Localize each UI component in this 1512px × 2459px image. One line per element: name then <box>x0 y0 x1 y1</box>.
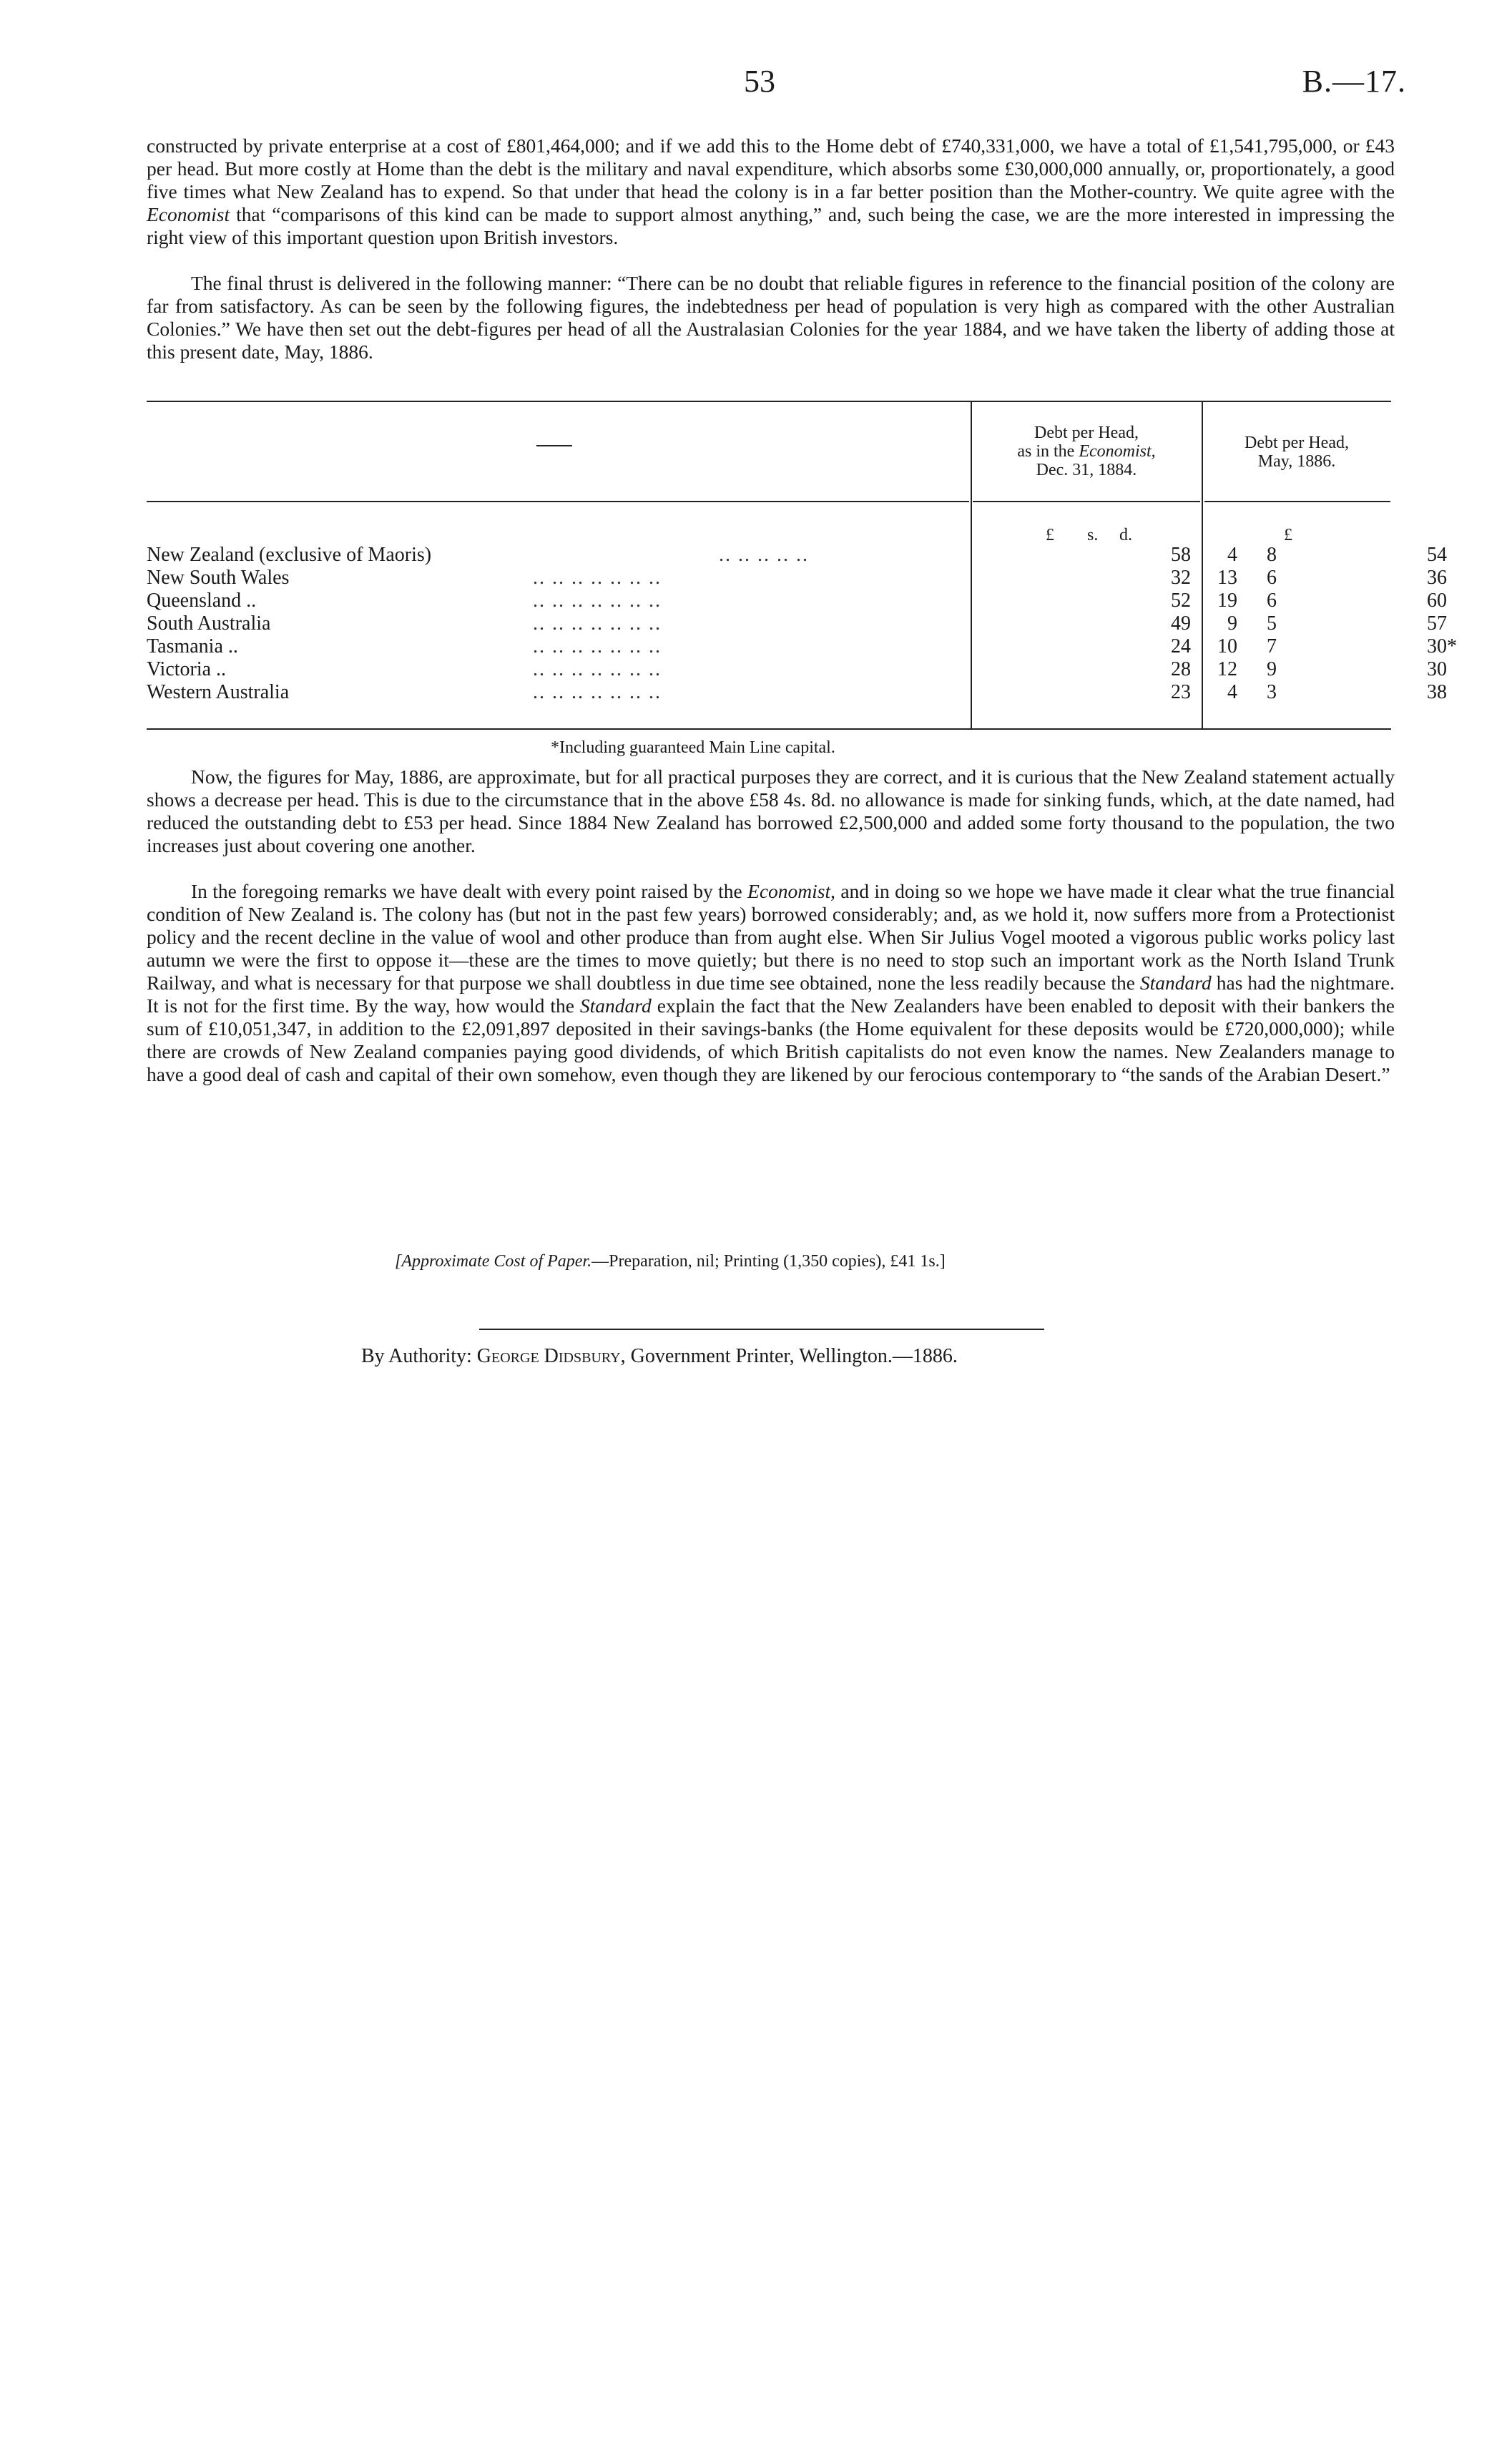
paragraph-1-text-b: that “comparisons of this kind can be made to support almost anything,” and, such being the case, we are the more interested in impressing the right view of this important question upon British investors. <box>147 203 1395 248</box>
debt-1886: 54 <box>1427 544 1447 566</box>
paragraph-4-italic-standard-1: Standard <box>1139 972 1212 994</box>
debt-1884-pence: 7 <box>1267 635 1277 657</box>
debt-1884-pounds: 49 <box>1171 612 1191 635</box>
table-header-rule <box>147 501 969 502</box>
leader-dots: .. .. .. .. .. <box>719 544 809 566</box>
debt-1884-pence: 3 <box>1267 681 1277 703</box>
debt-1884-shillings: 4 <box>1227 544 1237 566</box>
unit-pounds: £ <box>1046 526 1054 544</box>
debt-1884-shillings: 9 <box>1227 612 1237 635</box>
colony-name: Western Australia <box>147 681 290 703</box>
paragraph-1 <box>147 135 1395 249</box>
paragraph-3-text: Now, the figures for May, 1886, are approximate, but for all practical purposes they are correct, and it is curious that the New Zealand statement actually shows a decrease per head. This is due to the circumstance that in the above £58 4s. 8d. no allowance is made for sinking funds, which, at the date named, had reduced the outstanding debt to £53 per head. Since 1884 New Zealand has borrowed £2,500,000 and added some forty thousand to the population, the two increases just about covering one another. <box>147 766 1395 856</box>
colony-name: New South Wales <box>147 567 290 589</box>
debt-1884-pounds: 23 <box>1171 681 1191 703</box>
paragraph-4-text-b: , and in doing so we hope we have made it clear what the true financial condition of New Zealand is. The colony has (but not in the past few years) borrowed considerably; and, as we hold it, now suffers more from a Protectionist policy and the recent decline in the value of wool and other produce than from aught else. When Sir Julius Vogel mooted a vigorous public works policy last autumn we were the first to oppose it—these are the times to move quietly; but there is no need to stop such an important work as the North Island Trunk Railway, and what is necessary for that purpose we shall doubtless in due time see obtained, none the less readily because the <box>147 880 1395 994</box>
colony-name: New Zealand (exclusive of Maoris) <box>147 544 432 566</box>
unit-pounds-1886: £ <box>1284 526 1292 544</box>
colony-name: South Australia <box>147 612 271 635</box>
paragraph-1-text-a: constructed by private enterprise at a cost of £801,464,000; and if we add this to the Home debt of £740,331,000, we have a total of £1,541,795,000, or £43 per head. But more costly at Home than the debt is the military and naval expenditure, which absorbs some £30,000,000 annually, or, proportionately, a good five times what New Zealand has to expend. So that under that head the colony is in a far better position than the Mother-country. We quite agree with the <box>147 135 1395 202</box>
paragraph-3 <box>147 766 1395 857</box>
table-row <box>147 544 1447 567</box>
paragraph-2 <box>147 272 1395 363</box>
table-row <box>147 635 1457 658</box>
paragraph-1-italic-economist: Economist <box>147 203 230 225</box>
table-row <box>147 567 1447 590</box>
debt-1886: 60 <box>1427 590 1447 612</box>
debt-1886: 38 <box>1427 681 1447 703</box>
debt-1884-pounds: 28 <box>1171 658 1191 680</box>
debt-1886: 36 <box>1427 567 1447 589</box>
table-header-rule-col1 <box>973 501 1200 502</box>
printer-prefix: By Authority: <box>361 1345 477 1367</box>
unit-shillings: s. <box>1087 526 1099 544</box>
paragraph-2-text: The final thrust is delivered in the following manner: “There can be no doubt that reliable figures in reference to the financial position of the colony are far from satisfactory. As can be seen by the following figures, the indebtedness per head of population is very high as compared with the other Australian Colonies.” We have then set out the debt-figures per head of all the Australasian Colonies for the year 1884, and we have taken the liberty of adding those at this present date, May, 1886. <box>147 272 1395 363</box>
debt-1884-pence: 6 <box>1267 590 1277 612</box>
debt-1884-pounds: 32 <box>1171 567 1191 589</box>
table-row <box>147 612 1447 635</box>
table-footnote: *Including guaranteed Main Line capital. <box>551 738 835 757</box>
leader-dots: .. .. .. .. .. .. .. <box>533 635 662 657</box>
column-header-1886-line1: Debt per Head, <box>1245 434 1349 452</box>
leader-dots: .. .. .. .. .. .. .. <box>533 567 662 589</box>
printer-imprint <box>361 1345 958 1368</box>
leader-dots: .. .. .. .. .. .. .. <box>533 658 662 680</box>
table-header-rule-col2 <box>1204 501 1390 502</box>
debt-1884-pence: 8 <box>1267 544 1277 566</box>
page-number: 53 <box>744 64 775 99</box>
cost-note-italic: [Approximate Cost of Paper. <box>395 1252 592 1271</box>
paragraph-4-italic-economist: Economist <box>747 880 831 902</box>
debt-1884-shillings: 12 <box>1217 658 1237 680</box>
column-header-1884-line2 <box>973 442 1200 461</box>
debt-1884-shillings: 4 <box>1227 681 1237 703</box>
column-header-1884-as-in-the: as in the <box>1017 442 1079 461</box>
table-bottom-rule <box>147 728 1391 730</box>
paragraph-4-text-d: explain the fact that the New Zealanders have been enabled to deposit with their bankers the sum of £10,051,347, in addition to the £2,091,897 deposited in their savings-banks (the Home equivalent for these deposits would be £720,000,000); while there are crowds of New Zealand companies paying good dividends, of which British capitalists do not even know the names. New Zealanders manage to have a good deal of cash and capital of their own somehow, even though they are likened by our ferocious contemporary to “the sands of the Arabian Desert.” <box>147 994 1395 1085</box>
debt-1886: 30* <box>1427 635 1457 657</box>
paragraph-4-text-a: In the foregoing remarks we have dealt with every point raised by the <box>191 880 748 902</box>
debt-1884-shillings: 13 <box>1217 567 1237 589</box>
debt-1886: 30 <box>1427 658 1447 680</box>
printer-suffix: , Government Printer, Wellington.—1886. <box>620 1345 958 1367</box>
paragraph-4-text-c: has had the nightmare. It is not for the first time. By the way, how would the <box>147 972 1395 1017</box>
column-header-1886 <box>1203 434 1390 471</box>
debt-1884-pounds: 24 <box>1171 635 1191 657</box>
column-header-1884-line3: Dec. 31, 1884. <box>1036 461 1137 479</box>
table-row <box>147 658 1447 681</box>
leader-dots: .. .. .. .. .. .. .. <box>533 681 662 703</box>
leader-dots: .. .. .. .. .. .. .. <box>533 590 662 612</box>
debt-1884-pence: 5 <box>1267 612 1277 635</box>
printer-name: George Didsbury <box>476 1345 621 1367</box>
debt-1884-pounds: 58 <box>1171 544 1191 566</box>
column-header-1886-line2: May, 1886. <box>1257 452 1336 471</box>
cost-note-rest: —Preparation, nil; Printing (1,350 copies), £41 1s.] <box>591 1252 946 1271</box>
leader-dots: .. .. .. .. .. .. .. <box>533 612 662 635</box>
debt-1884-pence: 9 <box>1267 658 1277 680</box>
debt-1884-pounds: 52 <box>1171 590 1191 612</box>
colony-name: Victoria .. <box>147 658 227 680</box>
debt-1884-shillings: 10 <box>1217 635 1237 657</box>
column-header-1884-economist: Economist, <box>1079 442 1156 461</box>
colony-name: Tasmania .. <box>147 635 238 657</box>
unit-pence: d. <box>1119 526 1132 544</box>
printer-divider <box>479 1329 1044 1330</box>
colony-name: Queensland .. <box>147 590 257 612</box>
table-top-rule <box>147 401 1391 402</box>
paragraph-4 <box>147 880 1395 1086</box>
cost-of-paper-note <box>395 1252 946 1271</box>
column-header-1884 <box>973 424 1200 479</box>
debt-1884-shillings: 19 <box>1217 590 1237 612</box>
table-row <box>147 590 1447 612</box>
debt-1886: 57 <box>1427 612 1447 635</box>
table-row <box>147 681 1447 704</box>
paragraph-4-italic-standard-2: Standard <box>579 994 652 1017</box>
column-header-1884-line1: Debt per Head, <box>1034 424 1139 442</box>
document-code: B.—17. <box>1302 64 1406 99</box>
debt-1884-pence: 6 <box>1267 567 1277 589</box>
blank-column-dash <box>536 445 572 446</box>
